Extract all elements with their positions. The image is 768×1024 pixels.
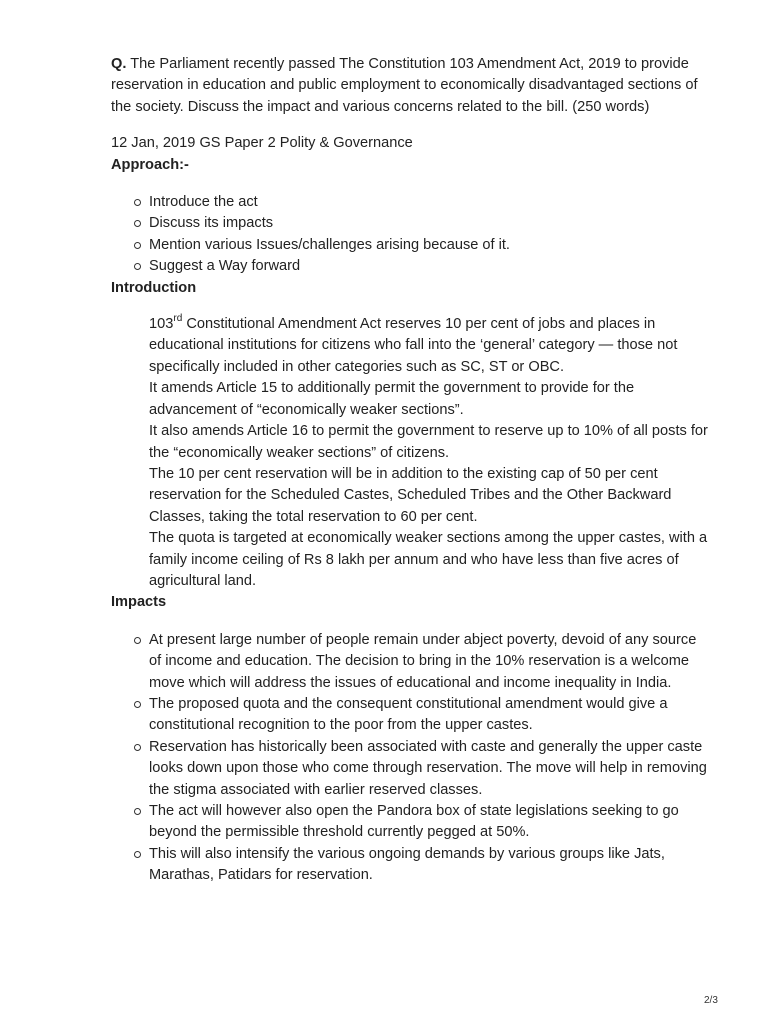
list-item: Mention various Issues/challenges arising because of it. bbox=[149, 235, 711, 256]
list-item: Suggest a Way forward bbox=[149, 256, 711, 277]
impacts-list bbox=[111, 630, 711, 887]
impacts-heading: Impacts bbox=[111, 594, 167, 611]
list-item: Reservation has historically been associated with caste and generally the upper caste looks down upon those who come through reservation. The move will help in removing the stigma associated with earlier reserved classes. bbox=[149, 737, 711, 801]
approach-list bbox=[111, 192, 711, 278]
introduction-paragraph: The quota is targeted at economically weaker sections among the upper castes, with a family income ceiling of Rs 8 lakh per annum and who have less than five acres of agricultural land. bbox=[149, 530, 708, 589]
introduction-paragraph: The 10 per cent reservation will be in addition to the existing cap of 50 per cent reservation for the Scheduled Castes, Scheduled Tribes and the Other Backward Classes, taking the total reservation to 60 per cent. bbox=[149, 465, 672, 525]
approach-heading: Approach:- bbox=[111, 156, 189, 173]
introduction-paragraph bbox=[149, 314, 711, 378]
question-prefix: Q. bbox=[111, 56, 127, 72]
question-paragraph bbox=[111, 54, 711, 118]
introduction-heading: Introduction bbox=[111, 279, 197, 296]
page-number: 2/3 bbox=[704, 995, 718, 1006]
introduction-first-text: Constitutional Amendment Act reserves 10 per cent of jobs and places in educational institutions for citizens who fall into the ‘general’ category — those not specifically included in other categories such as SC, ST or OBC. bbox=[149, 316, 678, 375]
ordinal-suffix: rd bbox=[173, 313, 183, 325]
list-item: This will also intensify the various ongoing demands by various groups like Jats, Marathas, Patidars for reservation. bbox=[149, 844, 711, 887]
list-item: The act will however also open the Pandora box of state legislations seeking to go beyond the permissible threshold currently pegged at 50%. bbox=[149, 801, 711, 844]
document-page bbox=[111, 54, 711, 887]
question-text: The Parliament recently passed The Constitution 103 Amendment Act, 2019 to provide reservation in education and public employment to economically disadvantaged sections of the society. Discuss the impact and various concerns related to the bill. (250 words) bbox=[111, 56, 698, 115]
amendment-number: 103 bbox=[149, 316, 174, 333]
introduction-body bbox=[149, 314, 711, 592]
introduction-paragraph: It amends Article 15 to additionally permit the government to provide for the advancement of “economically weaker sections”. bbox=[149, 380, 635, 418]
introduction-paragraph: It also amends Article 16 to permit the government to reserve up to 10% of all posts for the “economically weaker sections” of citizens. bbox=[149, 423, 708, 461]
list-item: At present large number of people remain under abject poverty, devoid of any source of income and education. The decision to bring in the 10% reservation is a welcome move which will address the issues of educational and income inequality in India. bbox=[149, 630, 711, 694]
question-meta: 12 Jan, 2019 GS Paper 2 Polity & Governance bbox=[111, 135, 413, 152]
list-item: The proposed quota and the consequent constitutional amendment would give a constitutional recognition to the poor from the upper castes. bbox=[149, 694, 711, 737]
list-item: Discuss its impacts bbox=[149, 213, 711, 234]
list-item: Introduce the act bbox=[149, 192, 711, 213]
